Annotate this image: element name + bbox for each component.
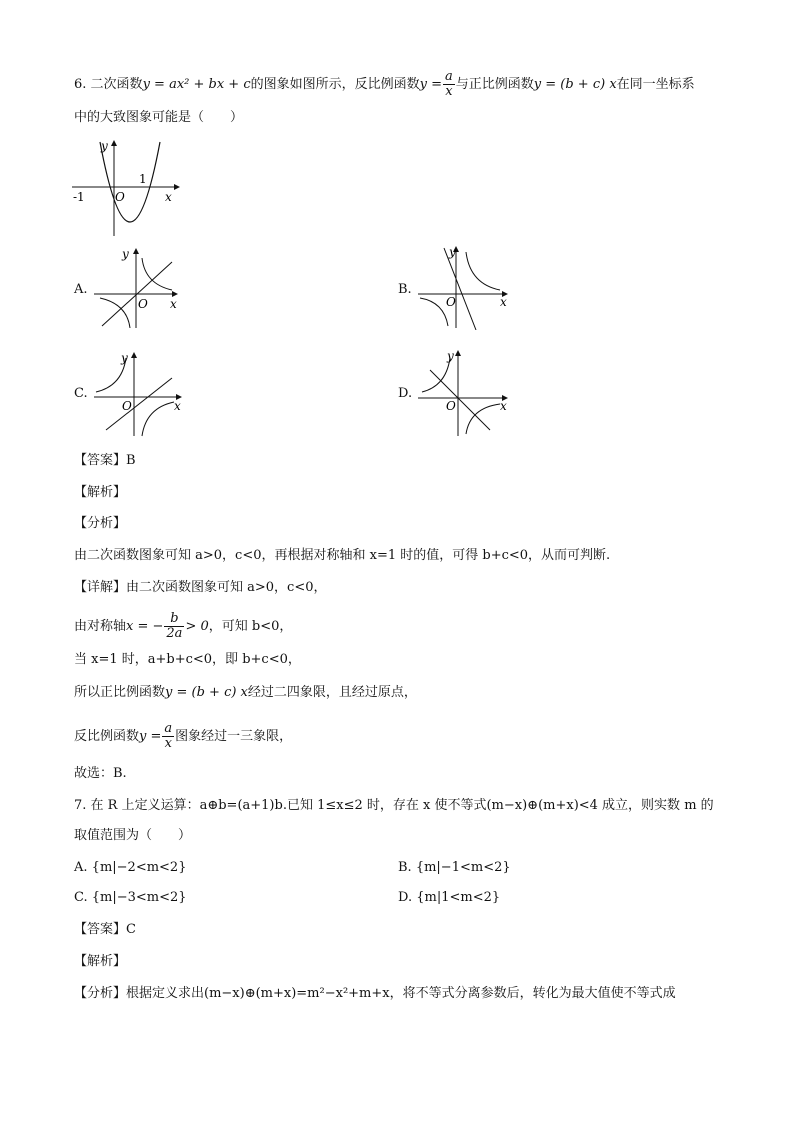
- q6-stem-line1: [74, 70, 695, 99]
- q7-answer: 【答案】C: [74, 922, 136, 937]
- q6-stem-line2: 中的大致图象可能是（ ）: [74, 110, 244, 125]
- q6-detail-line2-post: ，可知 b<0，: [208, 619, 293, 634]
- q6-stem-d: 在同一坐标系: [616, 77, 695, 92]
- q6-option-c-origin: O: [122, 399, 132, 413]
- q6-option-c-graph[interactable]: [92, 350, 188, 438]
- q6-option-c-x: x: [174, 399, 181, 413]
- q7-fenxi: 【分析】根据定义求出(m−x)⊕(m+x)=m²−x²+m+x，将不等式分离参数后，转化为最大值使不等式成: [74, 986, 676, 1001]
- q6-inv-num: a: [445, 69, 453, 84]
- q6-option-c-y: y: [121, 351, 128, 365]
- q7-option-a[interactable]: [74, 858, 186, 878]
- q6-choose: 故选：B.: [74, 766, 127, 781]
- q6-detail-line2: [74, 612, 292, 641]
- q7-option-a-label: A.: [74, 860, 88, 875]
- q6-detail-line1: 【详解】由二次函数图象可知 a>0，c<0，: [74, 580, 327, 595]
- q6-detail-line5-num: a: [164, 721, 173, 736]
- q6-axis-lhs: x = −: [126, 619, 164, 634]
- q6-option-a-x: x: [170, 297, 177, 311]
- q6-option-b-y: y: [449, 245, 456, 259]
- q6-axis-num: b: [164, 612, 184, 627]
- q6-analysis-head: 【解析】: [74, 485, 127, 500]
- q6-detail-line4-post: 经过二四象限，且经过原点，: [247, 685, 417, 700]
- q6-stem-b: 的图象如图所示，反比例函数: [250, 77, 420, 92]
- q6-stem-a: 二次函数: [90, 77, 143, 92]
- q6-option-a-y: y: [122, 247, 129, 261]
- q6-main-x-label: x: [165, 190, 172, 204]
- q7-stem-line1: 7. 在 R 上定义运算：a⊕b=(a+1)b.已知 1≤x≤2 时，存在 x 使不等式(m−x)⊕(m+x)<4 成立，则实数 m 的: [74, 798, 714, 813]
- q6-parabola-graph: [70, 138, 180, 238]
- q7-option-b-text: {m|−1<m<2}: [415, 860, 511, 875]
- q6-option-b-graph[interactable]: [416, 244, 512, 330]
- q6-lin-expr: y = (b + c) x: [533, 77, 617, 92]
- q6-detail-line3: 当 x=1 时，a+b+c<0，即 b+c<0，: [74, 652, 301, 667]
- q6-detail-line4-pre: 所以正比例函数: [74, 685, 166, 700]
- q6-option-d-x: x: [500, 399, 507, 413]
- q6-axis-den: 2a: [166, 626, 183, 641]
- q6-detail-line5: [74, 722, 292, 751]
- q6-detail-line5-den: x: [164, 736, 172, 751]
- q6-fenxi-text: 由二次函数图象可知 a>0，c<0，再根据对称轴和 x=1 时的值，可得 b+c<0，从而可判断.: [74, 548, 611, 563]
- q6-axis-fraction: [164, 612, 184, 641]
- q6-detail-line4: [74, 683, 417, 703]
- q6-detail-line5-lhs: y =: [139, 729, 162, 744]
- q6-axis-rhs: > 0: [185, 619, 209, 634]
- q6-main-y-label: y: [101, 139, 108, 153]
- q6-option-b-x: x: [500, 295, 507, 309]
- q6-number: 6.: [74, 77, 87, 92]
- q6-inv-lhs: y =: [419, 77, 442, 92]
- q6-main-right-mark: 1: [139, 172, 147, 186]
- q6-option-a-graph[interactable]: [92, 244, 182, 330]
- q6-main-left-root: -1: [73, 190, 85, 204]
- q7-analysis-head: 【解析】: [74, 954, 127, 969]
- q7-option-b-label: B.: [398, 860, 412, 875]
- q6-option-d-graph[interactable]: [416, 348, 512, 438]
- q6-detail-line5-fraction: [162, 722, 174, 751]
- q7-option-d[interactable]: [398, 888, 500, 908]
- q7-stem-line2: 取值范围为（ ）: [74, 828, 192, 843]
- q7-option-c-text: {m|−3<m<2}: [91, 890, 187, 905]
- q6-option-a-label[interactable]: A.: [74, 282, 88, 297]
- q6-option-b-label[interactable]: B.: [398, 282, 412, 297]
- q7-option-d-label: D.: [398, 890, 413, 905]
- q7-option-d-text: {m|1<m<2}: [416, 890, 501, 905]
- q6-fenxi-head: 【分析】: [74, 516, 127, 531]
- q6-option-a-origin: O: [138, 297, 148, 311]
- q6-inv-den: x: [445, 84, 453, 99]
- q6-detail-line4-expr: y = (b + c) x: [165, 685, 248, 700]
- q6-option-d-label[interactable]: D.: [398, 386, 413, 401]
- q6-inv-fraction: [443, 70, 455, 99]
- q6-option-d-origin: O: [446, 399, 456, 413]
- q6-stem-c: 与正比例函数: [455, 77, 534, 92]
- q7-option-c[interactable]: [74, 888, 187, 908]
- q7-option-a-text: {m|−2<m<2}: [91, 860, 187, 875]
- q6-detail-line2-pre: 由对称轴: [74, 619, 127, 634]
- q6-quad-expr: y = ax² + bx + c: [142, 77, 251, 92]
- q7-option-c-label: C.: [74, 890, 88, 905]
- q6-detail-line5-post: 图象经过一三象限，: [175, 729, 293, 744]
- q6-detail-line5-pre: 反比例函数: [74, 729, 140, 744]
- q6-option-b-origin: O: [446, 295, 456, 309]
- q6-main-origin: O: [115, 190, 125, 204]
- q6-answer: 【答案】B: [74, 453, 136, 468]
- q7-option-b[interactable]: [398, 858, 511, 878]
- q6-option-c-label[interactable]: C.: [74, 386, 88, 401]
- q6-option-d-y: y: [447, 349, 454, 363]
